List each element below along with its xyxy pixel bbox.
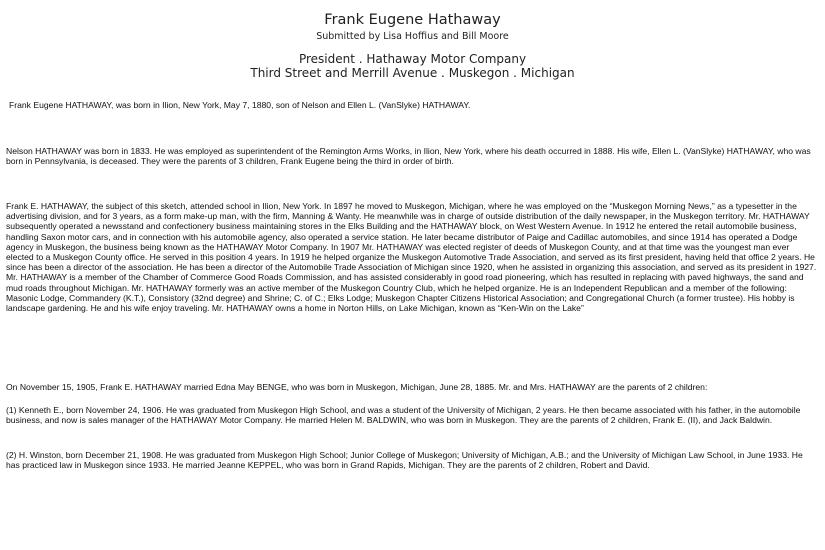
document-title: Frank Eugene Hathaway: [324, 12, 501, 28]
position-line: President . Hathaway Motor Company: [298, 52, 527, 66]
address-line: Third Street and Merrill Avenue . Muskegon . Michigan: [250, 66, 575, 80]
paragraph-child-2: (2) H. Winston, born December 21, 1908. He was graduated from Muskegon High School; Junior College of Muskegon; University of Michigan, A.B.; and the University of Michigan Law School, in June 1933. He has practiced law in Muskegon since 1933. He married Jeanne KEPPEL, who was born in Grand Rapids, Michigan. They are the parents of 2 children, Robert and David.: [6, 450, 803, 471]
paragraph-parents: Nelson HATHAWAY was born in 1833. He was employed as superintendent of the Remington Arms Works, in Ilion, New York, where his death occurred in 1888. His wife, Ellen L. (VanSlyke) HATHAWAY, who was born in Pennsylvania, is deceased. They were the parents of 3 children, Frank Eugene being the third in order of birth.: [6, 146, 811, 167]
paragraph-marriage: On November 15, 1905, Frank E. HATHAWAY married Edna May BENGE, who was born in Muskegon, Michigan, June 28, 1885. Mr. and Mrs. HATHAWAY are the parents of 2 children:: [6, 382, 708, 392]
paragraph-child-1: (1) Kenneth E., born November 24, 1906. He was graduated from Muskegon High School, and was a student of the University of Michigan, 2 years. He then became associated with his father, in the automobile business, and now is sales manager of the HATHAWAY Motor Company. He married Helen M. BALDWIN, who was born in Muskegon. They are the parents of 2 children, Frank E. (II), and Jack Baldwin.: [6, 405, 801, 426]
paragraph-biography: Frank E. HATHAWAY, the subject of this sketch, attended school in Ilion, New York. In 1897 he moved to Muskegon, Michigan, where he was employed on the “Muskegon Morning News,” as a typesetter in the advertising division, and for 3 years, as a form make-up man, with the firm, Manning & Wanty. He meanwhile was in charge of outside distribution of the daily newspaper, in the Muskegon territory. Mr. HATHAWAY subsequently operated a newsstand and confectionery business maintaining stores in the Elks Building and the HATHAWAY block, on West Western Avenue. In 1912 he entered the retail automobile business, handling Saxon motor cars, and in connection with his automobile agency, also operated a service station. He later became distributor of Paige and Cadillac automobiles, and since 1914 has operated a Dodge agency in Muskegon, the business being known as the HATHAWAY Motor Company. In 1907 Mr. HATHAWAY was elected register of deeds of Muskegon County, and at that time was the youngest man ever elected to a Muskegon County office. He served in this position 4 years. In 1919 he helped organize the Muskegon Automotive Trade Association, and served as its first president, having held that office 2 years. He since has been a director of the association. He has been a director of the Automobile Trade Association of Michigan since 1920, when he assisted in organizing this association, and served as its president in 1927. Mr. HATHAWAY is a member of the Chamber of Commerce Good Roads Commission, and has assisted considerably in good road pioneering, which has resulted in replacing with paved highways, the sand and mud roads throughout Michigan. Mr. HATHAWAY formerly was an active member of the Muskegon Country Club, which he helped organize. He is an Independent Republican and a member of the following: Masonic Lodge, Commandery (K.T.), Consistory (32nd degree) and Shrine; C. of C.; Elks Lodge; Muskegon Chapter Citizens Historical Association; and Congregational Church (a former trustee). His hobby is landscape gardening. He and his wife enjoy traveling. Mr. HATHAWAY owns a home in Norton Hills, on Lake Michigan, known as “Ken-Win on the Lake”: [6, 201, 817, 314]
submitted-by-line: Submitted by Lisa Hoffius and Bill Moore: [316, 31, 509, 42]
paragraph-birth: Frank Eugene HATHAWAY, was born in Ilion, New York, May 7, 1880, son of Nelson and Ellen L. (VanSlyke) HATHAWAY.: [9, 100, 471, 110]
